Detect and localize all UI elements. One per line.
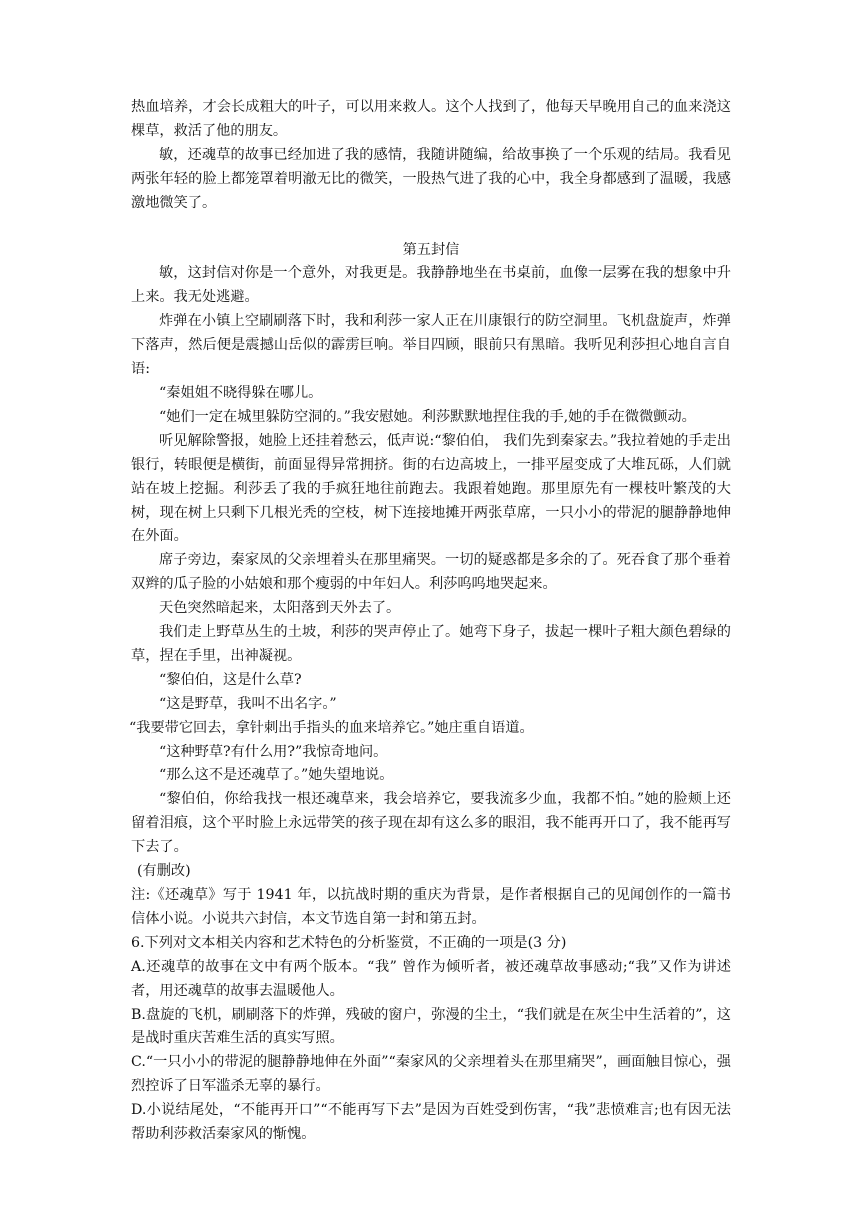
- dialogue-line: “我要带它回去，拿针刺出手指头的血来培养它。”她庄重自语道。: [129, 719, 534, 736]
- dialogue-line: “秦姐姐不晓得躲在哪儿。: [159, 384, 323, 401]
- paragraph: 听见解除警报，她脸上还挂着愁云，低声说:“黎伯伯， 我们先到秦家去。”我拉着她的手走出银行，转眼便是横街，前面显得异常拥挤。街的右边高坡上，一排平屋变成了大堆瓦砾，人们就站在坡上挖掘。利莎丢了我的手疯狂地往前跑去。我跟着她跑。那里原先有一棵枝叶繁茂的大树，现在树上只剩下几根光秃的空枝，树下连接地摊开两张草席，一只小小的带泥的腿静静地伸在外面。: [131, 432, 731, 545]
- dialogue-line: “她们一定在城里躲防空洞的。”我安慰她。利莎默默地捏住我的手,她的手在微微颤动。: [159, 408, 696, 425]
- paragraph: “黎伯伯，你给我找一根还魂草来，我会培养它，要我流多少血，我都不怕。”她的脸颊上还留着泪痕，这个平时脸上永远带笑的孩子现在却有这么多的眼泪，我不能再开口了，我不能再写下去了。: [131, 791, 731, 856]
- paragraph: 炸弹在小镇上空刷刷落下时，我和利莎一家人正在川康银行的防空洞里。飞机盘旋声，炸弹下落声，然后便是震撼山岳似的霹雳巨响。举目四顾，眼前只有黑暗。我听见利莎担心地自言自语:: [131, 313, 731, 378]
- document-page: [131, 96, 731, 1147]
- option-c: C.“一只小小的带泥的腿静静地伸在外面”“秦家风的父亲埋着头在那里痛哭”，画面触目惊心，强烈控诉了日军滥杀无辜的暴行。: [131, 1054, 731, 1095]
- dialogue-line: “那么这不是还魂草了。”她失望地说。: [159, 767, 394, 784]
- dialogue-line: “黎伯伯，这是什么草?: [159, 671, 302, 688]
- paragraph: 热血培养，才会长成粗大的叶子，可以用来救人。这个人找到了，他每天早晚用自己的血来浇这棵草，救活了他的朋友。: [131, 99, 731, 139]
- dialogue-line: “这种野草?有什么用?”我惊奇地问。: [159, 743, 388, 760]
- section-title: 第五封信: [402, 241, 460, 258]
- question-stem: 6.下列对文本相关内容和艺术特色的分析鉴赏，不正确的一项是(3 分): [131, 934, 567, 951]
- option-b: B.盘旋的飞机，刷刷落下的炸弹，残破的窗户，弥漫的尘土，“我们就是在灰尘中生活着的”，这是战时重庆苦难生活的真实写照。: [131, 1006, 731, 1047]
- paragraph: 敏，还魂草的故事已经加进了我的感情，我随讲随编，给故事换了一个乐观的结局。我看见两张年轻的脸上都笼罩着明澈无比的微笑，一股热气进了我的心中，我全身都感到了温暖，我感激地微笑了。: [131, 146, 731, 211]
- paragraph: 我们走上野草丛生的土坡，利莎的哭声停止了。她弯下身子，拔起一棵叶子粗大颜色碧绿的草，捏在手里，出神凝视。: [131, 624, 731, 664]
- footnote: 注:《还魂草》写于 1941 年，以抗战时期的重庆为背景，是作者根据自己的见闻创作的一篇书信体小说。小说共六封信，本文节选自第一封和第五封。: [131, 887, 731, 927]
- paragraph: 天色突然暗起来，太阳落到天外去了。: [159, 600, 401, 617]
- paragraph: 席子旁边，秦家凤的父亲埋着头在那里痛哭。一切的疑惑都是多余的了。死吞食了那个垂着双辫的瓜子脸的小姑娘和那个瘦弱的中年妇人。利莎呜呜地哭起来。: [131, 552, 731, 593]
- paragraph: 敏，这封信对你是一个意外，对我更是。我静静地坐在书桌前，血像一层雾在我的想象中升上来。我无处逃避。: [131, 265, 731, 306]
- edit-note: (有删改): [137, 863, 191, 880]
- option-a: A.还魂草的故事在文中有两个版本。“我” 曾作为倾听者，被还魂草故事感动;“我”又作为讲述者，用还魂草的故事去温暖他人。: [131, 958, 731, 999]
- option-d: D.小说结尾处，“不能再开口”“不能再写下去”是因为百姓受到伤害，“我”悲愤难言;也有因无法帮助利莎救活秦家风的惭愧。: [131, 1102, 731, 1143]
- dialogue-line: “这是野草，我叫不出名字。”: [159, 695, 337, 712]
